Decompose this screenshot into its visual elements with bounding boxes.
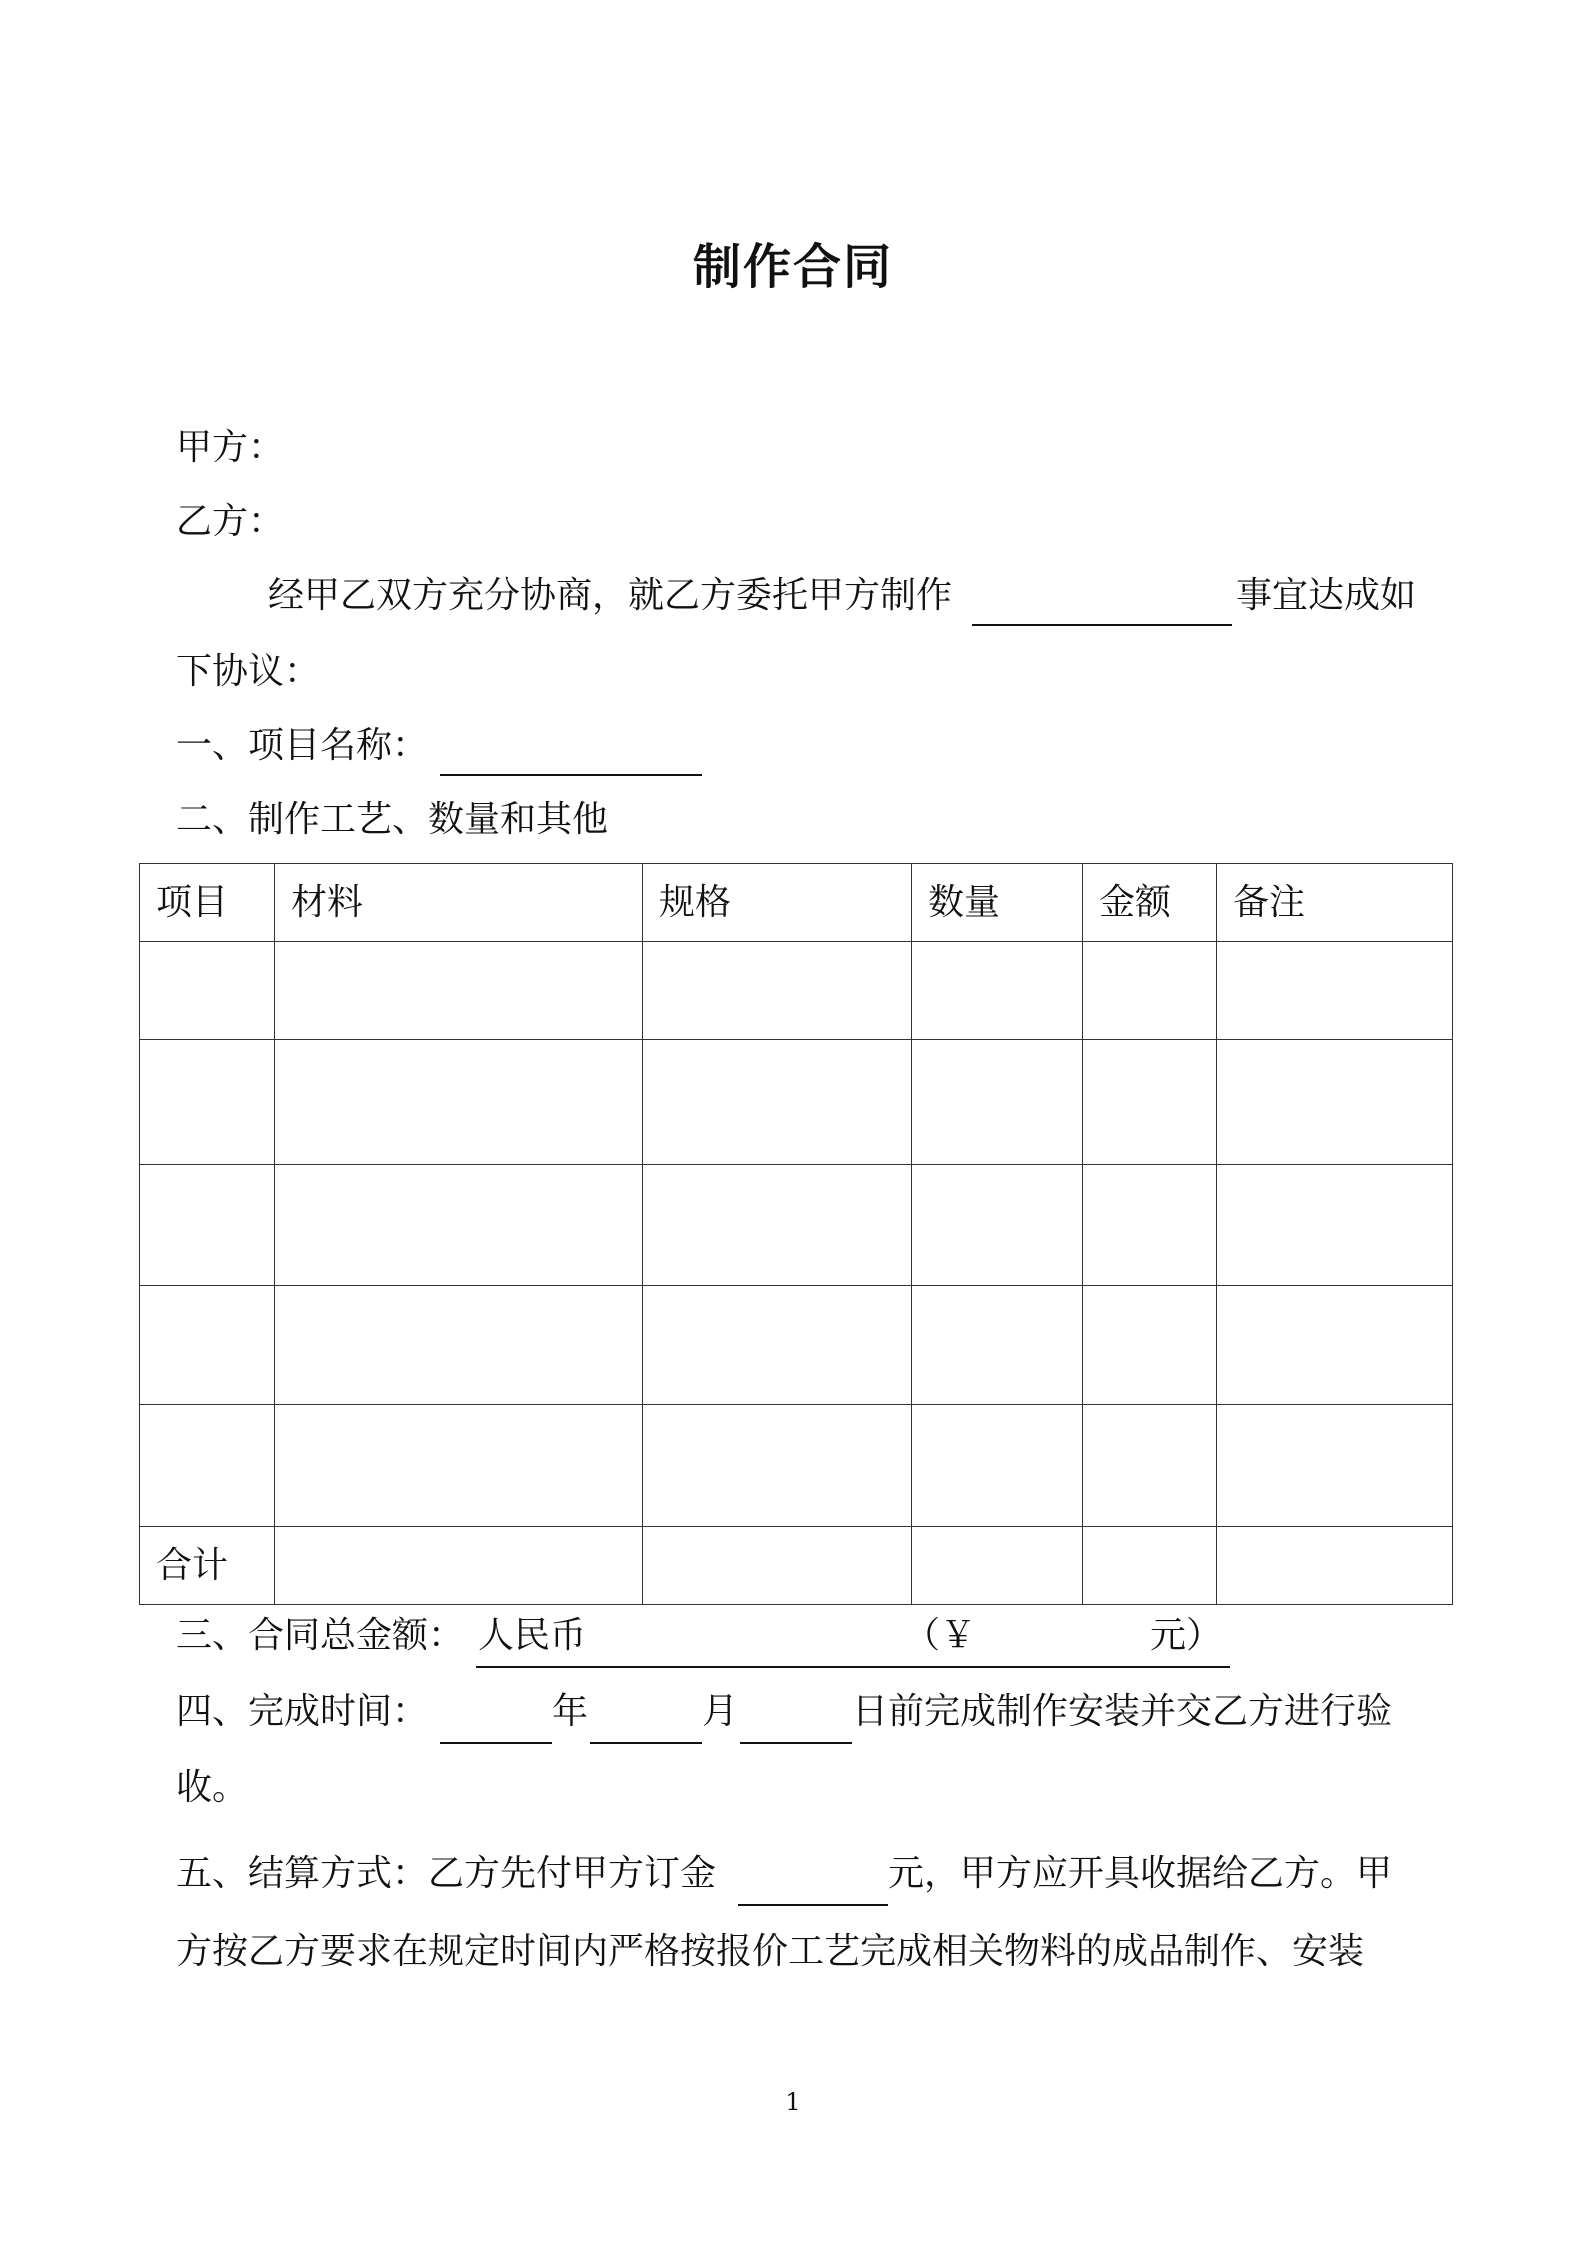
header-cell: 金额 (1083, 864, 1217, 942)
section-5-label: 五、结算方式：乙方先付甲方订金 (176, 1853, 717, 1894)
party-b-label: 乙方： (176, 501, 285, 542)
table-cell[interactable] (912, 1405, 1083, 1527)
section-3-label: 三、合同总金额： (176, 1615, 465, 1656)
header-cell: 规格 (643, 864, 912, 942)
table-row (140, 1165, 1453, 1286)
table-cell[interactable] (1083, 1527, 1217, 1605)
table-row (140, 942, 1453, 1040)
table-cell[interactable] (912, 1040, 1083, 1165)
intro-text-cont: 下协议： (176, 651, 321, 692)
deposit-blank[interactable] (738, 1904, 888, 1906)
header-cell: 材料 (275, 864, 643, 942)
table-row (140, 1405, 1453, 1527)
section-4-text-cont: 收。 (176, 1767, 249, 1808)
total-label: 合计 (140, 1527, 275, 1605)
project-name-blank[interactable] (440, 774, 702, 776)
rmb-label: 人民币 (478, 1615, 587, 1656)
page-number: 1 (785, 2088, 801, 2116)
day-blank[interactable] (740, 1742, 852, 1744)
table-cell[interactable] (643, 1286, 912, 1405)
table-cell[interactable] (643, 1040, 912, 1165)
header-cell: 数量 (912, 864, 1083, 942)
month-label: 月 (702, 1691, 739, 1732)
section-5-text-cont: 方按乙方要求在规定时间内严格按报价工艺完成相关物料的成品制作、安装 (176, 1931, 1365, 1972)
table-cell[interactable] (140, 1405, 275, 1527)
section-2-label: 二、制作工艺、数量和其他 (176, 799, 609, 840)
table-cell[interactable] (140, 1286, 275, 1405)
intro-text: 经甲乙双方充分协商，就乙方委托甲方制作 (268, 575, 953, 616)
table-cell[interactable] (1083, 942, 1217, 1040)
header-cell: 备注 (1217, 864, 1453, 942)
intro-text-end: 事宜达成如 (1236, 575, 1417, 616)
table-cell[interactable] (1217, 1165, 1453, 1286)
table-cell[interactable] (643, 942, 912, 1040)
section-4-label: 四、完成时间： (176, 1691, 429, 1732)
table-cell[interactable] (1083, 1405, 1217, 1527)
party-a-label: 甲方： (176, 427, 285, 468)
table-cell[interactable] (140, 942, 275, 1040)
total-amount-blank[interactable] (476, 1666, 1230, 1668)
table-cell[interactable] (140, 1040, 275, 1165)
table-cell[interactable] (1217, 1405, 1453, 1527)
amount-paren-open: （￥ (904, 1615, 977, 1656)
year-blank[interactable] (440, 1742, 552, 1744)
table-cell[interactable] (275, 1286, 643, 1405)
document-title: 制作合同 (692, 239, 893, 295)
table-cell[interactable] (912, 1165, 1083, 1286)
section-5-text: 元，甲方应开具收据给乙方。甲 (888, 1853, 1393, 1894)
table-cell[interactable] (912, 942, 1083, 1040)
section-1-label: 一、项目名称： (176, 725, 429, 766)
table-cell[interactable] (1083, 1286, 1217, 1405)
table-cell[interactable] (275, 1527, 643, 1605)
items-table (139, 863, 1453, 1605)
table-row (140, 1286, 1453, 1405)
month-blank[interactable] (590, 1742, 702, 1744)
table-cell[interactable] (275, 1040, 643, 1165)
table-row (140, 1040, 1453, 1165)
amount-paren-close: 元） (1150, 1615, 1223, 1656)
table-cell[interactable] (912, 1286, 1083, 1405)
header-cell: 项目 (140, 864, 275, 942)
year-label: 年 (552, 1691, 589, 1732)
table-cell[interactable] (140, 1165, 275, 1286)
table-cell[interactable] (643, 1527, 912, 1605)
table-cell[interactable] (1217, 1286, 1453, 1405)
table-cell[interactable] (1217, 1040, 1453, 1165)
table-cell[interactable] (1083, 1040, 1217, 1165)
table-cell[interactable] (1217, 1527, 1453, 1605)
section-4-text: 日前完成制作安装并交乙方进行验 (852, 1691, 1393, 1732)
table-total-row (140, 1527, 1453, 1605)
table-cell[interactable] (912, 1527, 1083, 1605)
table-cell[interactable] (643, 1165, 912, 1286)
table-cell[interactable] (275, 942, 643, 1040)
table-cell[interactable] (1217, 942, 1453, 1040)
table-cell[interactable] (643, 1405, 912, 1527)
table-cell[interactable] (275, 1405, 643, 1527)
table-cell[interactable] (1083, 1165, 1217, 1286)
intro-blank[interactable] (972, 624, 1232, 626)
table-cell[interactable] (275, 1165, 643, 1286)
table-header-row (140, 864, 1453, 942)
